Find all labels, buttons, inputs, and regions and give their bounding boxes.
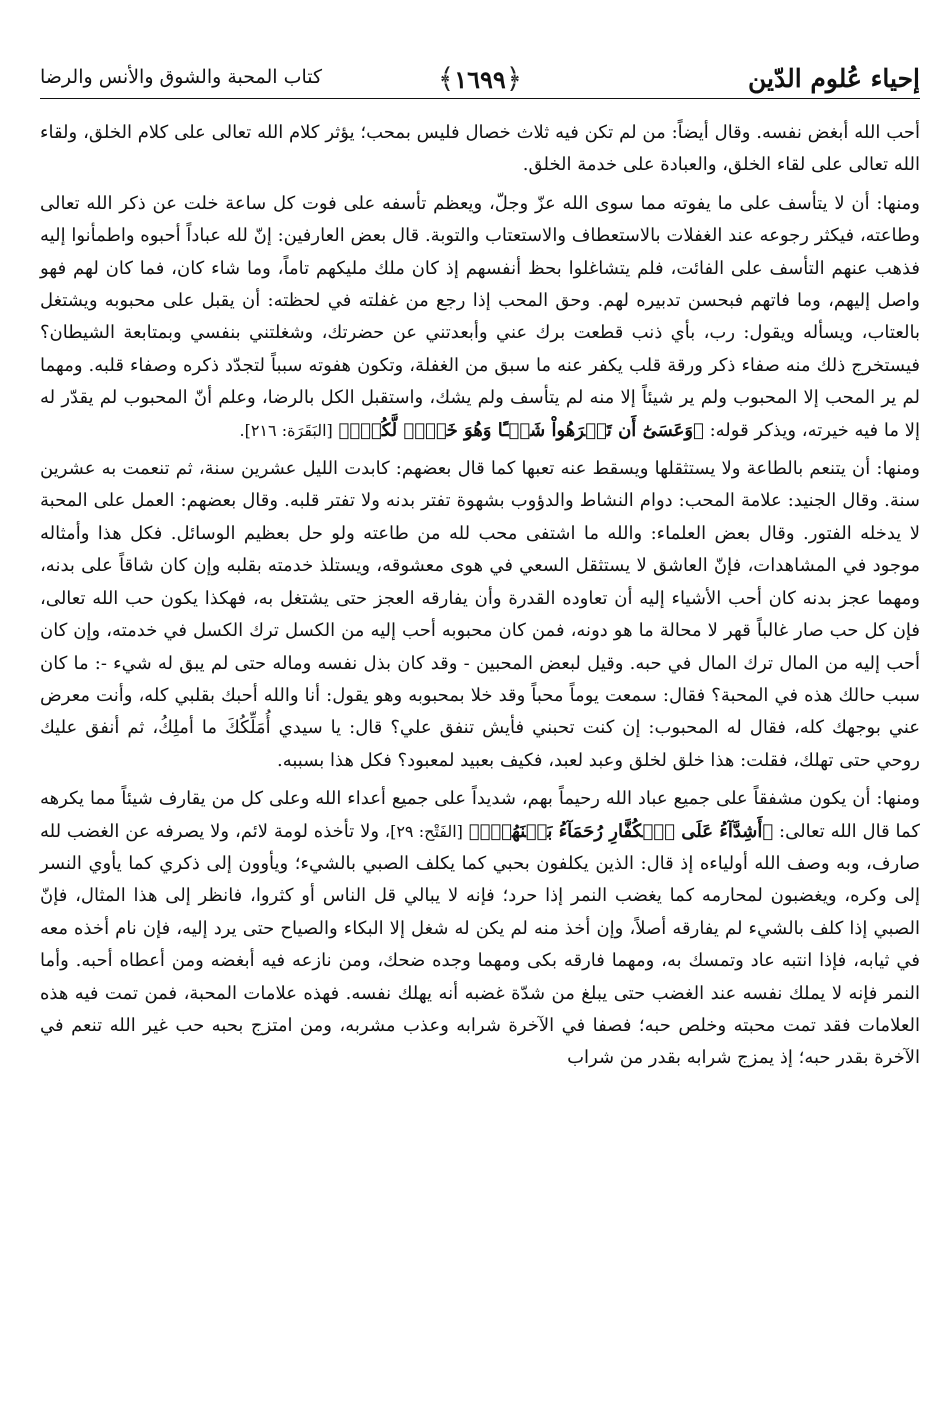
book-title: إحياء عُلوم الدّين bbox=[748, 64, 920, 93]
page-header bbox=[40, 52, 920, 99]
page-body bbox=[40, 117, 920, 1081]
paragraph bbox=[40, 453, 920, 777]
paragraph-text: ومنها: أن يتنعم بالطاعة ولا يستثقلها ويسقط عنه تعبها كما قال بعضهم: كابدت الليل عشرين سنة، ثم تنعمت به عشرين سنة. وقال الجنيد: علامة المحب: دوام النشاط والدؤوب بشهوة تفتر بدنه ولا تفتر قلبه. وقال بعضهم: العمل على المحبة لا يدخله الفتور. وقال بعض العلماء: والله ما اشتفى محب لله من طاعته ولو حل بعظيم الوسائل. فكل هذا وأمثاله موجود في المشاهدات، فإنّ العاشق لا يستثقل السعي في هوى معشوقه، ويستلذ خدمته بقلبه وإن كان شاقاً على بدنه، ومهما عجز بدنه كان أحب الأشياء إليه أن تعاوده القدرة وأن يفارقه العجز حتى يشتغل به، فهكذا يكون حب الله تعالى، فإن كل حب صار غالباً قهر لا محالة ما هو دونه، فمن كان محبوبه أحب إليه من الكسل ترك الكسل في خدمته، وإن كان أحب إليه من المال ترك المال في حبه. وقيل لبعض المحبين - وقد كان بذل نفسه وماله حتى لم يبق له شيء -: ما كان سبب حالك هذه في المحبة؟ فقال: سمعت يوماً محباً وقد خلا بمحبوبه وهو يقول: أنا والله أحبك بقلبي كله، وأنت معرض عني بوجهك كله، فقال له المحبوب: إن كنت تحبني فأيش تنفق علي؟ قال: يا سيدي أُمَلِّكُكَ ما أملِكُ، ثم أنفق عليك روحي حتى تهلك، فقلت: هذا خلق لخلق وعبد لعبد، فكيف بعبيد لمعبود؟ فكل هذا بسببه. bbox=[40, 458, 920, 771]
page-number-text: ١٦٩٩ bbox=[454, 65, 506, 94]
paragraph-text: ومنها: أن يكون مشفقاً على جميع عباد الله رحيماً بهم، شديداً على جميع أعداء الله وعلى كل من يقارف شيئاً مما يكرهه كما قال الله تعالى: bbox=[40, 788, 920, 842]
page-number-right-ornament: ﴿ bbox=[505, 62, 523, 95]
paragraph bbox=[40, 783, 920, 1075]
paragraph-text-continued: ولا تأخذه لومة لائم، ولا يصرفه عن الغضب لله صارف، وبه وصف الله أولياءه إذ قال: الذين يكلفون بحبي كما يكلف الصبي بالشيء؛ ويأوون إلى ذكري كما يأوي النسر إلى وكره، ويغضبون لمحارمه كما يغضب النمر إذا حرد؛ فإنه لا يبالي قل الناس أو كثروا، فانظر إلى هذا المثال، فإنّ الصبي إذا كلف بالشيء لم يفارقه أصلاً، وإن أخذ منه لم يكن له شغل إلا البكاء والصياح حتى يرد إليه، فإن نام أخذه معه في ثيابه، فإذا انتبه عاد وتمسك به، ومهما فارقه بكى ومهما وجده ضحك، ومن نازعه فيه أبغضه ومن أعطاه أحبه. وأما النمر فإنه لا يملك نفسه عند الغضب حتى يبلغ من شدّة غضبه أنه يهلك نفسه. فهذه علامات المحبة، فمن تمت فيه هذه العلامات فقد تمت محبته وخلص حبه؛ فصفا في الآخرة شرابه وعذب مشربه، ومن امتزج بحبه حب غير الله تنعم في الآخرة بقدر حبه؛ إذ يمزج شرابه بقدر من شراب bbox=[40, 820, 920, 1069]
quran-verse: ﴿أَشِدَّآءُ عَلَى ٱلۡكُفَّارِ رُحَمَآءُ بَيۡنَهُمۡۖ﴾ bbox=[468, 820, 774, 842]
verse-reference: [الفَتْح: ٢٩]، bbox=[384, 821, 463, 841]
page-number-left-ornament: ﴾ bbox=[437, 62, 455, 95]
verse-reference: [البَقَرَة: ٢١٦]. bbox=[239, 420, 333, 440]
page-number bbox=[438, 62, 522, 95]
paragraph-text: ومنها: أن لا يتأسف على ما يفوته مما سوى الله عزّ وجلّ، ويعظم تأسفه على فوت كل ساعة خلت عن ذكر الله تعالى وطاعته، فيكثر رجوعه عند الغفلات بالاستعطاف والاستعتاب والتوبة. قال بعض العارفين: إنّ لله عباداً أحبوه واطمأنوا إليه فذهب عنهم التأسف على الفائت، فلم يتشاغلوا بحظ أنفسهم إذ كان ملك مليكهم تاماً، وما شاء كان، فما كان لهم فهو واصل إليهم، وما فاتهم فبحسن تدبيره لهم. وحق المحب إذا رجع من غفلته في لحظته: أن يقبل على محبوبه ويشتغل بالعتاب، ويسأله ويقول: رب، بأي ذنب قطعت برك عني وأبعدتني عن حضرتك، وشغلتني بنفسي وبمتابعة الشيطان؟ فيستخرج ذلك منه صفاء ذكر ورقة قلب يكفر عنه ما سبق من الغفلة، وتكون هفوته سبباً لتجدّد ذكره وصفاء قلبه. ومهما لم ير المحب إلا المحبوب ولم ير شيئاً إلا منه لم يتأسف ولم يشك، واستقبل الكل بالرضا، وعلم أنّ المحبوب لم يقدّر له إلا ما فيه خيرته، ويذكر قوله: bbox=[40, 192, 921, 441]
paragraph bbox=[40, 188, 920, 447]
paragraph-text: أحب الله أبغض نفسه. وقال أيضاً: من لم تكن فيه ثلاث خصال فليس بمحب؛ يؤثر كلام الله تعالى على كلام الخلق، ولقاء الله تعالى على لقاء الخلق، والعبادة على خدمة الخلق. bbox=[40, 122, 920, 176]
paragraph bbox=[40, 117, 920, 182]
quran-verse: ﴿وَعَسَىٰٓ أَن تَكۡرَهُواْ شَيۡـًٔا وَهُوَ خَيۡرٞ لَّكُمۡۖ﴾ bbox=[338, 419, 704, 441]
section-title: كتاب المحبة والشوق والأنس والرضا bbox=[40, 66, 323, 88]
